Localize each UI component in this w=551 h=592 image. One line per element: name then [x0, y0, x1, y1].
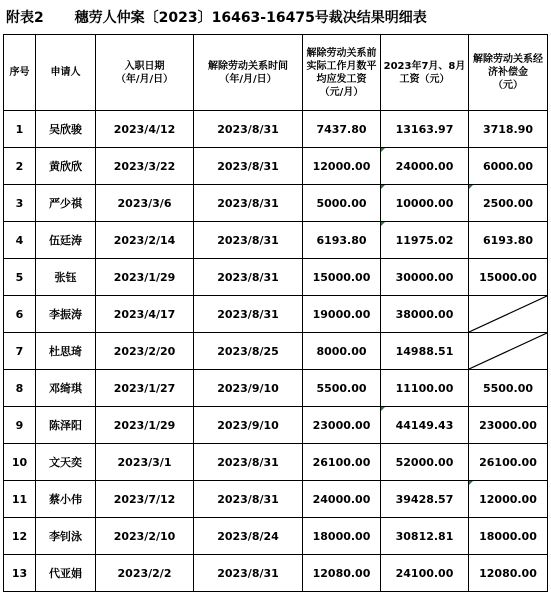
- cell-seq: 13: [4, 555, 36, 592]
- cell-avg-wage: 7437.80: [303, 111, 381, 148]
- cell-end-date: 2023/8/25: [194, 333, 303, 370]
- cell-avg-wage: 12080.00: [303, 555, 381, 592]
- table-row: [4, 148, 548, 185]
- cell-seq: 8: [4, 370, 36, 407]
- cell-end-date: 2023/9/10: [194, 370, 303, 407]
- cell-wage-due: 39428.57: [381, 481, 469, 518]
- cell-seq: 9: [4, 407, 36, 444]
- cell-join-date: 2023/1/27: [96, 370, 194, 407]
- cell-wage-due: 24000.00: [381, 148, 469, 185]
- cell-join-date: 2023/2/10: [96, 518, 194, 555]
- header-name: 申请人: [36, 35, 96, 111]
- table-row: [4, 185, 548, 222]
- cell-compensation: 5500.00: [469, 370, 548, 407]
- header-compensation: 解除劳动关系经济补偿金 （元）: [469, 35, 548, 111]
- header-end-date: 解除劳动关系时间 （年/月/日）: [194, 35, 303, 111]
- cell-end-date: 2023/8/31: [194, 259, 303, 296]
- cell-compensation: [469, 333, 548, 370]
- cell-name: 文天奕: [36, 444, 96, 481]
- appendix-label: 附表2: [6, 10, 44, 26]
- cell-avg-wage: 12000.00: [303, 148, 381, 185]
- cell-end-date: 2023/8/31: [194, 555, 303, 592]
- cell-compensation: 18000.00: [469, 518, 548, 555]
- table-row: [4, 222, 548, 259]
- cell-avg-wage: 18000.00: [303, 518, 381, 555]
- cell-end-date: 2023/8/31: [194, 148, 303, 185]
- cell-avg-wage: 8000.00: [303, 333, 381, 370]
- table-row: [4, 555, 548, 592]
- cell-seq: 5: [4, 259, 36, 296]
- ruling-details-table: [3, 34, 548, 592]
- table-row: [4, 444, 548, 481]
- cell-seq: 11: [4, 481, 36, 518]
- cell-wage-due: 38000.00: [381, 296, 469, 333]
- header-join-date: 入职日期 （年/月/日）: [96, 35, 194, 111]
- cell-seq: 4: [4, 222, 36, 259]
- cell-join-date: 2023/7/12: [96, 481, 194, 518]
- cell-end-date: 2023/8/31: [194, 185, 303, 222]
- cell-avg-wage: 5500.00: [303, 370, 381, 407]
- table-row: [4, 518, 548, 555]
- table-row: [4, 481, 548, 518]
- cell-compensation: [469, 296, 548, 333]
- cell-name: 陈泽阳: [36, 407, 96, 444]
- cell-compensation: 23000.00: [469, 407, 548, 444]
- cell-wage-due: 52000.00: [381, 444, 469, 481]
- cell-wage-due: 13163.97: [381, 111, 469, 148]
- cell-avg-wage: 15000.00: [303, 259, 381, 296]
- table-row: [4, 111, 548, 148]
- cell-end-date: 2023/8/31: [194, 444, 303, 481]
- header-row: [4, 35, 548, 111]
- cell-name: 代亚娟: [36, 555, 96, 592]
- cell-note-marker: [381, 185, 385, 189]
- cell-name: 严少祺: [36, 185, 96, 222]
- cell-name: 李振涛: [36, 296, 96, 333]
- table-row: [4, 407, 548, 444]
- cell-seq: 7: [4, 333, 36, 370]
- cell-name: 张钰: [36, 259, 96, 296]
- cell-end-date: 2023/9/10: [194, 407, 303, 444]
- cell-note-marker: [469, 185, 473, 189]
- table-row: [4, 296, 548, 333]
- cell-avg-wage: 24000.00: [303, 481, 381, 518]
- header-seq: 序号: [4, 35, 36, 111]
- cell-wage-due: 24100.00: [381, 555, 469, 592]
- cell-end-date: 2023/8/31: [194, 296, 303, 333]
- diagonal-strike-line: [469, 296, 547, 332]
- cell-seq: 12: [4, 518, 36, 555]
- header-avg-wage: 解除劳动关系前实际工作月数平均应发工资 （元/月）: [303, 35, 381, 111]
- cell-join-date: 2023/1/29: [96, 407, 194, 444]
- cell-note-marker: [469, 481, 473, 485]
- cell-join-date: 2023/3/22: [96, 148, 194, 185]
- cell-name: 吴欣骏: [36, 111, 96, 148]
- cell-avg-wage: 6193.80: [303, 222, 381, 259]
- cell-wage-due: 30000.00: [381, 259, 469, 296]
- cell-name: 李钊泳: [36, 518, 96, 555]
- cell-wage-due: 11100.00: [381, 370, 469, 407]
- table-row: [4, 333, 548, 370]
- cell-avg-wage: 26100.00: [303, 444, 381, 481]
- table-title: 穗劳人仲案〔2023〕16463-16475号裁决结果明细表: [74, 10, 427, 26]
- cell-end-date: 2023/8/31: [194, 111, 303, 148]
- cell-avg-wage: 5000.00: [303, 185, 381, 222]
- cell-name: 邓绮琪: [36, 370, 96, 407]
- cell-compensation: 6000.00: [469, 148, 548, 185]
- cell-end-date: 2023/8/24: [194, 518, 303, 555]
- cell-compensation: 3718.90: [469, 111, 548, 148]
- cell-join-date: 2023/3/6: [96, 185, 194, 222]
- cell-end-date: 2023/8/31: [194, 222, 303, 259]
- cell-wage-due: 10000.00: [381, 185, 469, 222]
- table-row: [4, 259, 548, 296]
- cell-note-marker: [381, 407, 385, 411]
- cell-note-marker: [381, 148, 385, 152]
- cell-wage-due: 14988.51: [381, 333, 469, 370]
- cell-seq: 3: [4, 185, 36, 222]
- cell-avg-wage: 19000.00: [303, 296, 381, 333]
- cell-join-date: 2023/1/29: [96, 259, 194, 296]
- cell-seq: 2: [4, 148, 36, 185]
- cell-seq: 10: [4, 444, 36, 481]
- cell-seq: 6: [4, 296, 36, 333]
- cell-join-date: 2023/2/2: [96, 555, 194, 592]
- table-row: [4, 370, 548, 407]
- cell-wage-due: 11975.02: [381, 222, 469, 259]
- cell-note-marker: [381, 222, 385, 226]
- cell-compensation: 12000.00: [469, 481, 548, 518]
- cell-compensation: 6193.80: [469, 222, 548, 259]
- cell-name: 伍廷涛: [36, 222, 96, 259]
- cell-compensation: 15000.00: [469, 259, 548, 296]
- cell-avg-wage: 23000.00: [303, 407, 381, 444]
- cell-join-date: 2023/4/12: [96, 111, 194, 148]
- cell-seq: 1: [4, 111, 36, 148]
- diagonal-strike-line: [469, 333, 547, 369]
- cell-end-date: 2023/8/31: [194, 481, 303, 518]
- cell-name: 杜思琦: [36, 333, 96, 370]
- cell-join-date: 2023/4/17: [96, 296, 194, 333]
- cell-compensation: 26100.00: [469, 444, 548, 481]
- cell-name: 蔡小伟: [36, 481, 96, 518]
- cell-join-date: 2023/3/1: [96, 444, 194, 481]
- cell-compensation: 12080.00: [469, 555, 548, 592]
- cell-wage-due: 44149.43: [381, 407, 469, 444]
- document-title: [6, 3, 427, 33]
- cell-name: 黄欣欣: [36, 148, 96, 185]
- cell-join-date: 2023/2/14: [96, 222, 194, 259]
- cell-compensation: 2500.00: [469, 185, 548, 222]
- header-wage-due: 2023年7月、8月工资（元）: [381, 35, 469, 111]
- cell-wage-due: 30812.81: [381, 518, 469, 555]
- cell-join-date: 2023/2/20: [96, 333, 194, 370]
